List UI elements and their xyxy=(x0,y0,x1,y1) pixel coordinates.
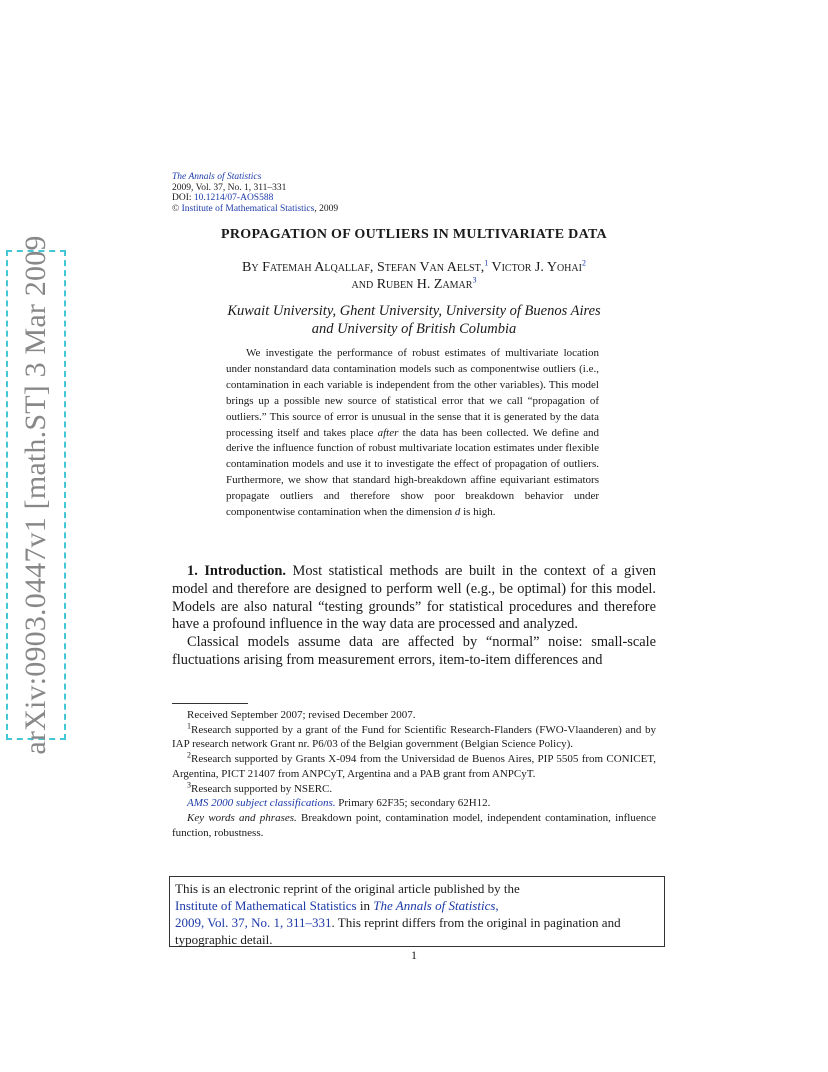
journal-name-link[interactable]: The Annals of Statistics xyxy=(172,172,262,182)
reprint-journal-link[interactable]: The Annals of Statistics xyxy=(373,898,496,913)
intro-heading: 1. Introduction. xyxy=(187,563,287,579)
abstract-text-1: We investigate the performance of robust estimates of multivariate location under nonstandard data contamination models such as componentwise outliers (i.e., contamination in each variable is independent from the other variables). This model brings up a possible new source of statistical error that we call “propagation of outliers.” This source of error is unusual in the sense that it is generated by the data processing itself and takes place xyxy=(226,347,599,439)
doi-link[interactable]: 10.1214/07-AOS588 xyxy=(193,193,274,203)
introduction-section xyxy=(172,563,656,670)
keywords-label: Key words and phrases. xyxy=(187,811,297,824)
abstract xyxy=(226,346,599,521)
journal-volume: 2009, Vol. 37, No. 1, 311–331 xyxy=(172,182,287,193)
reprint-in: in xyxy=(356,898,374,913)
author-alqallaf: Fatemah Alqallaf, xyxy=(262,260,377,275)
copyright-year: , 2009 xyxy=(314,203,339,214)
footnote-1-text: Research supported by a grant of the Fund for Scientific Research-Flanders (FWO-Vlaanderen) and by IAP research network Grant nr. P6/03 of the Belgian government (Belgian Science Policy). xyxy=(172,723,656,751)
authors-line-1 xyxy=(172,260,656,276)
ams-classification-text: Primary 62F35; secondary 62H12. xyxy=(335,797,491,810)
doi-label: DOI: xyxy=(172,193,194,203)
abstract-text-3: is high. xyxy=(460,506,496,519)
footnote-2-text: Research supported by Grants X-094 from the Universidad de Buenos Aires, PIP 5505 from CONICET, Argentina, PICT 21407 from ANPCyT, Argentina and a PAB grant from ANPCyT. xyxy=(172,753,656,780)
intro-paragraph-2: Classical models assume data are affected by “normal” noise: small-scale fluctuations arising from measurement errors, item-to-item differences and xyxy=(172,634,656,668)
footnote-mark-1[interactable]: 1 xyxy=(484,258,489,268)
intro-paragraph-1 xyxy=(172,563,656,634)
reprint-volume-link[interactable]: 2009, Vol. 37, No. 1, 311–331 xyxy=(175,915,332,930)
author-yohai: Victor J. Yohai xyxy=(488,260,582,275)
paper-title: PROPAGATION OF OUTLIERS IN MULTIVARIATE DATA xyxy=(221,227,607,242)
footnotes xyxy=(172,708,656,840)
copyright-icon: © xyxy=(172,203,180,214)
keywords xyxy=(172,811,656,840)
footnote-1-mark: 1 xyxy=(187,721,191,731)
ims-link[interactable]: Institute of Mathematical Statistics xyxy=(181,203,315,214)
affiliations-line-1: Kuwait University, Ghent University, University of Buenos Aires xyxy=(227,303,601,319)
abstract-variable: d xyxy=(454,506,461,519)
by-label: By xyxy=(242,260,263,275)
journal-header xyxy=(172,172,338,214)
reprint-ims-link[interactable]: Institute of Mathematical Statistics xyxy=(175,898,357,913)
arxiv-identifier[interactable]: arXiv:0903.0447v1 [math.ST] 3 Mar 2009 xyxy=(19,235,52,755)
footnote-divider xyxy=(172,703,248,704)
footnote-3-text: Research supported by NSERC. xyxy=(191,782,333,795)
footnote-2-mark: 2 xyxy=(187,750,191,760)
affiliations-line-2: and University of British Columbia xyxy=(311,321,517,337)
footnote-2 xyxy=(172,752,656,781)
reprint-line-1: This is an electronic reprint of the original article published by the xyxy=(175,881,520,896)
arxiv-stamp xyxy=(6,235,66,755)
author-van-aelst: Stefan Van Aelst, xyxy=(376,260,485,275)
footnote-mark-3[interactable]: 3 xyxy=(472,275,477,285)
ams-classification xyxy=(172,796,656,811)
ams-classification-link[interactable]: AMS 2000 subject classifications. xyxy=(187,797,336,810)
author-zamar: Ruben H. Zamar xyxy=(376,277,473,292)
footnote-mark-2[interactable]: 2 xyxy=(581,258,586,268)
reprint-comma: , xyxy=(495,898,499,913)
keywords-text: Breakdown point, contamination model, independent contamination, influence function, robustness. xyxy=(172,811,656,839)
reprint-notice xyxy=(169,876,665,947)
and-label: and xyxy=(351,277,377,292)
footnote-1 xyxy=(172,723,656,752)
received-dates: Received September 2007; revised December 2007. xyxy=(187,709,416,721)
authors-line-2 xyxy=(172,277,656,293)
footnote-3 xyxy=(172,779,656,797)
abstract-emphasis: after xyxy=(377,426,399,439)
reprint-rest: . This reprint differs from the original in pagination and typographic detail. xyxy=(175,915,621,947)
intro-text-1: Most statistical methods are built in the context of a given model and therefore are designed to perform well (e.g., be optimal) for this model. Models are also natural “testing grounds” for statistical procedures and therefore have a profound influence in the way data are processed and analyzed. xyxy=(172,563,656,633)
footnote-3-mark: 3 xyxy=(187,779,191,789)
page-number: 1 xyxy=(411,948,417,962)
abstract-text-2: the data has been collected. We define and derive the influence function of robust multivariate location estimates under flexible contamination models and use it to investigate the effect of propagation of outliers. Furthermore, we show that standard high-breakdown affine equivariant estimators propagate outliers and therefore show poor breakdown behavior under componentwise contamination when the dimension xyxy=(226,426,600,519)
